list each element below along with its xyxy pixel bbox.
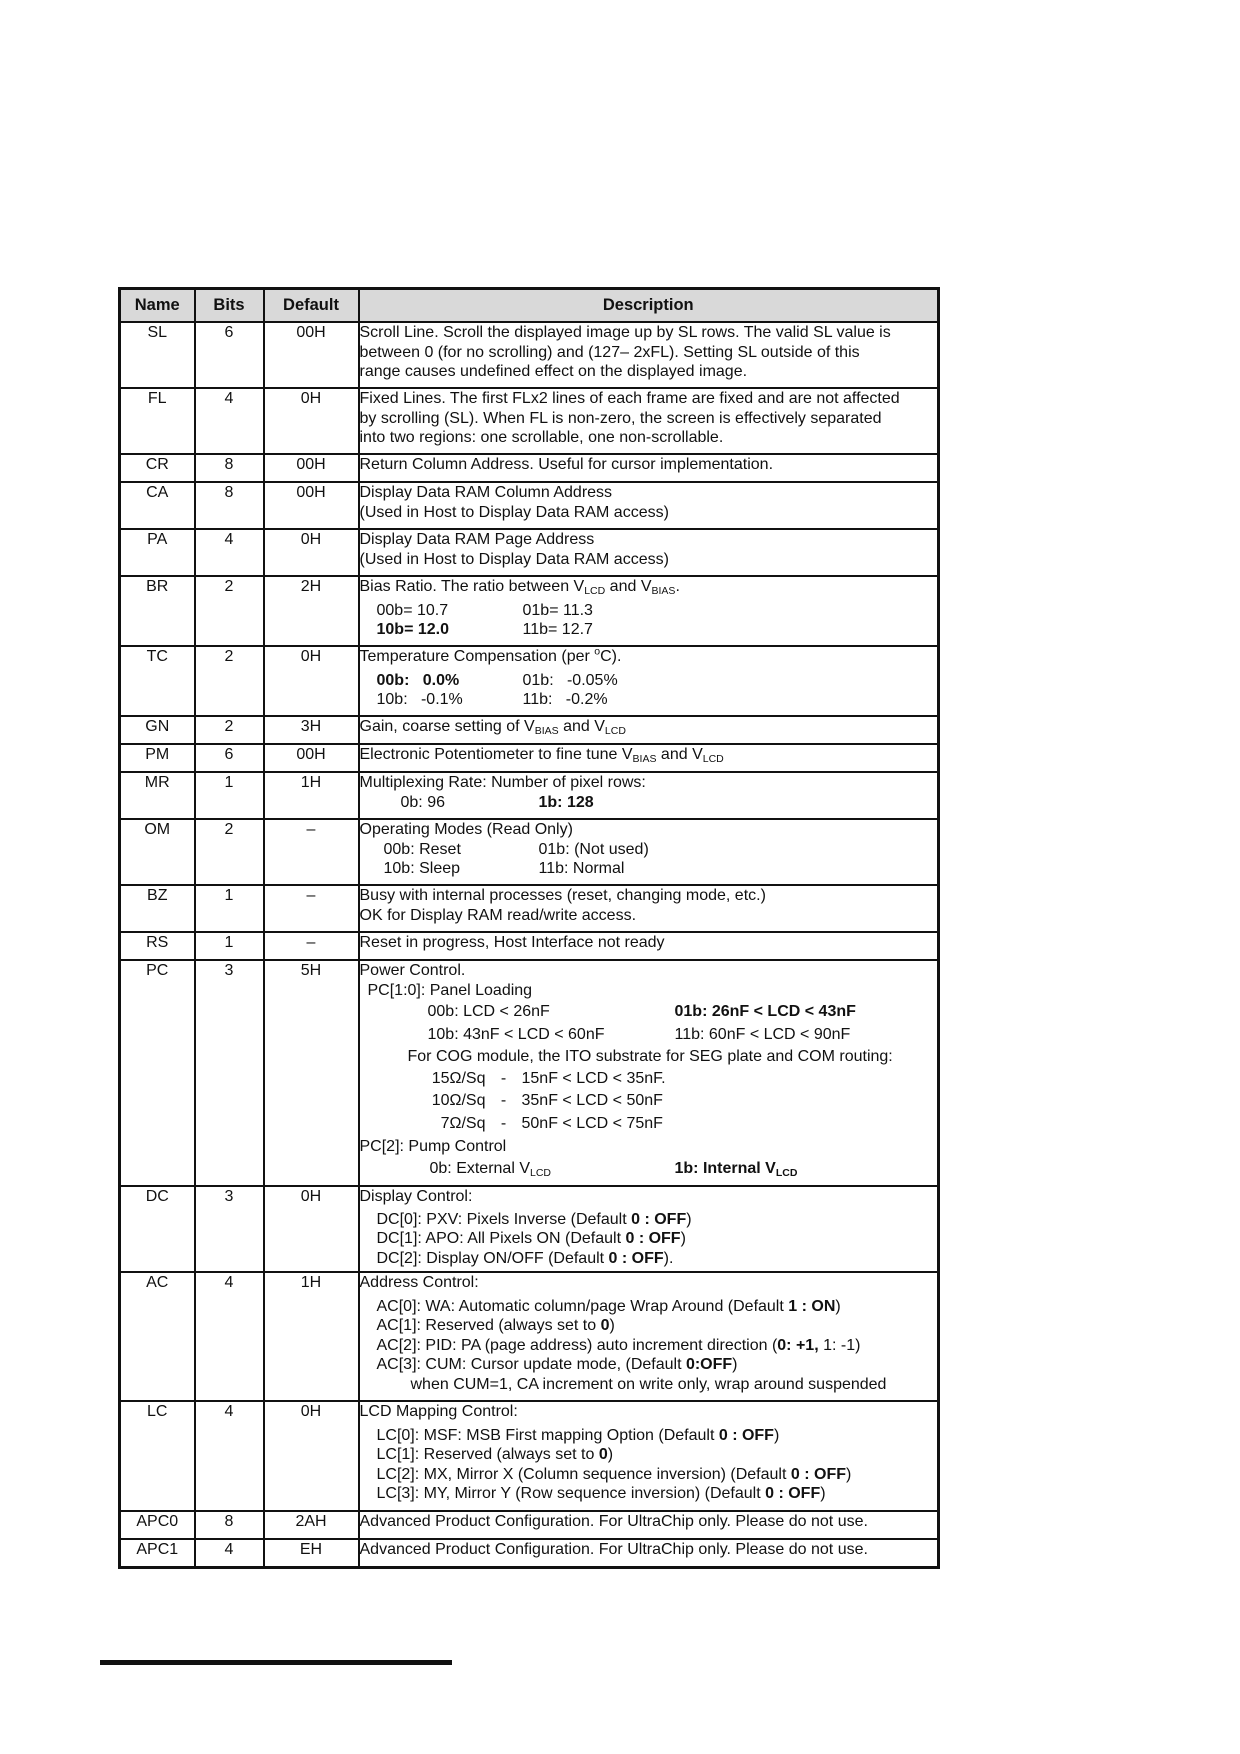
default-value: 0 : OFF [718, 1426, 774, 1444]
text: Electronic Potentiometer to fine tune V [359, 746, 633, 763]
text: ) [686, 1210, 692, 1228]
register-default: 0H [264, 646, 359, 716]
register-default: 00H [264, 454, 359, 482]
register-default: EH [264, 1539, 359, 1567]
option: 10b: -0.1% [376, 691, 463, 708]
option: 01b= 11.3 [522, 601, 593, 619]
register-description [359, 1511, 939, 1539]
register-bits: 1 [195, 932, 264, 960]
register-bits: 1 [195, 772, 264, 819]
register-table [118, 287, 940, 1569]
option-row [360, 690, 938, 710]
option-row [360, 1025, 938, 1045]
description-line [360, 1426, 938, 1446]
register-bits: 6 [195, 322, 264, 388]
table-row [120, 388, 939, 454]
description-line: Display Control: [359, 1188, 473, 1205]
table-row [120, 1401, 939, 1511]
description-line: PC[2]: Pump Control [359, 1138, 507, 1155]
description-line [360, 1336, 938, 1356]
text: LC[3]: MY, Mirror Y (Row sequence inversion) (Default [376, 1485, 766, 1502]
ito-dash: - [500, 1069, 507, 1087]
table-row [120, 576, 939, 646]
text: DC[0]: PXV: Pixels Inverse (Default [376, 1210, 632, 1228]
register-description [359, 388, 939, 454]
table-row [120, 482, 939, 529]
register-description [359, 646, 939, 716]
option-row [360, 1002, 938, 1022]
option-row [360, 840, 938, 860]
option-default: 00b: 0.0% [376, 671, 460, 689]
text: AC[2]: PID: PA (page address) auto increment direction ( [376, 1336, 778, 1354]
table-row [120, 1511, 939, 1539]
option: 00b: LCD < 26nF [427, 1003, 550, 1020]
text: Bias Ratio. The ratio between V [359, 578, 585, 595]
register-default: 1H [264, 1272, 359, 1401]
description-line: into two regions: one scrollable, one non-scrollable. [359, 429, 724, 446]
ito-range: 15nF < LCD < 35nF. [521, 1069, 666, 1087]
option: 11b: -0.2% [522, 691, 608, 708]
register-default: 00H [264, 322, 359, 388]
ito-resistance: 15Ω/Sq [431, 1069, 486, 1087]
description-line: Multiplexing Rate: Number of pixel rows: [359, 774, 646, 791]
description-line: (Used in Host to Display Data RAM access) [359, 550, 669, 568]
register-bits: 2 [195, 646, 264, 716]
description-line: Advanced Product Configuration. For UltraChip only. Please do not use. [359, 1513, 868, 1530]
register-default: 0H [264, 529, 359, 576]
table-row [120, 1539, 939, 1567]
register-description [359, 576, 939, 646]
register-description [359, 932, 939, 960]
description-line [360, 1484, 938, 1504]
text: ) [835, 1297, 841, 1315]
option-row [360, 793, 938, 813]
subscript: BIAS [632, 753, 657, 765]
register-bits: 6 [195, 744, 264, 772]
text: ) [820, 1485, 826, 1502]
subscript: LCD [702, 753, 724, 765]
table-row [120, 646, 939, 716]
option: 00b= 10.7 [376, 601, 449, 619]
register-default: 0H [264, 1401, 359, 1511]
default-value: 0 : OFF [631, 1210, 687, 1228]
text: ) [680, 1230, 686, 1247]
description-line: PC[1:0]: Panel Loading [367, 981, 533, 999]
text: AC[0]: WA: Automatic column/page Wrap Around (Default [376, 1297, 789, 1315]
register-default: 00H [264, 744, 359, 772]
description-line [360, 745, 938, 765]
option-default: 1b: 128 [538, 793, 594, 811]
register-bits: 2 [195, 819, 264, 885]
text: ) [845, 1465, 852, 1483]
register-bits: 8 [195, 482, 264, 529]
description-line [360, 1210, 938, 1230]
option: 11b: Normal [538, 860, 625, 877]
default-value: 0 [598, 1446, 608, 1463]
register-name: APC0 [120, 1511, 195, 1539]
description-line [360, 577, 938, 597]
register-description [359, 1401, 939, 1511]
description-line: Advanced Product Configuration. For UltraChip only. Please do not use. [359, 1541, 868, 1558]
register-description [359, 772, 939, 819]
text: ) [773, 1426, 780, 1444]
option-row [360, 671, 938, 691]
text: AC[1]: Reserved (always set to [376, 1317, 601, 1334]
register-default: 1H [264, 772, 359, 819]
option: 0b: 96 [400, 793, 445, 811]
description-line: when CUM=1, CA increment on write only, wrap around suspended [410, 1375, 887, 1393]
register-name: RS [120, 932, 195, 960]
subscript: LCD [604, 725, 626, 737]
description-line [360, 1316, 938, 1336]
option-row [360, 859, 938, 879]
register-default: 0H [264, 1186, 359, 1272]
option: 11b: 60nF < LCD < 90nF [674, 1025, 851, 1043]
register-name: MR [120, 772, 195, 819]
register-default: – [264, 932, 359, 960]
description-line: Display Data RAM Column Address [359, 484, 613, 501]
default-value: 0 : OFF [625, 1230, 681, 1247]
register-name: PA [120, 529, 195, 576]
default-value: 1 : ON [788, 1297, 836, 1315]
description-line: by scrolling (SL). When FL is non-zero, the screen is effectively separated [359, 409, 882, 427]
table-row [120, 1272, 939, 1401]
register-bits: 8 [195, 454, 264, 482]
register-default: 2AH [264, 1511, 359, 1539]
register-bits: 1 [195, 885, 264, 932]
register-name: CA [120, 482, 195, 529]
text: C). [600, 648, 622, 665]
register-bits: 4 [195, 1272, 264, 1401]
superscript: o [594, 645, 601, 658]
table-row [120, 960, 939, 1186]
ito-dash: - [500, 1092, 507, 1109]
ito-range: 50nF < LCD < 75nF [521, 1114, 663, 1132]
description-line [360, 1355, 938, 1375]
register-default: – [264, 885, 359, 932]
option: 11b= 12.7 [522, 621, 593, 638]
default-value: 0: +1, [777, 1336, 819, 1354]
register-description [359, 744, 939, 772]
option-default: 10b= 12.0 [376, 621, 449, 638]
ito-resistance: 10Ω/Sq [431, 1092, 486, 1109]
header-name: Name [120, 289, 195, 323]
ito-row [360, 1069, 938, 1089]
default-value: 0:OFF [685, 1356, 733, 1373]
register-bits: 3 [195, 1186, 264, 1272]
register-description [359, 819, 939, 885]
text: AC[3]: CUM: Cursor update mode, (Default [376, 1356, 686, 1373]
description-line [360, 1465, 938, 1485]
register-name: TC [120, 646, 195, 716]
subscript: LCD [584, 585, 606, 597]
table-row [120, 454, 939, 482]
table-row [120, 932, 939, 960]
text: 1: -1) [818, 1336, 861, 1354]
option-row [360, 1159, 938, 1179]
text: DC[2]: Display ON/OFF (Default [376, 1249, 609, 1267]
subscript: BIAS [534, 725, 559, 737]
table-header-row [120, 289, 939, 323]
text: . [675, 578, 680, 595]
text: 0b: External V [429, 1159, 530, 1177]
description-line: Display Data RAM Page Address [359, 531, 595, 548]
description-line: Scroll Line. Scroll the displayed image up by SL rows. The valid SL value is [359, 324, 891, 341]
register-description [359, 1539, 939, 1567]
description-line: Busy with internal processes (reset, changing mode, etc.) [359, 887, 766, 904]
description-line [360, 1445, 938, 1465]
register-name: DC [120, 1186, 195, 1272]
table-row [120, 772, 939, 819]
option-row [360, 601, 938, 621]
table-row [120, 322, 939, 388]
description-line [360, 1229, 938, 1249]
register-description [359, 885, 939, 932]
text: and V [656, 746, 703, 763]
description-line: Return Column Address. Useful for cursor implementation. [359, 456, 774, 473]
option-row [360, 620, 938, 640]
text: Gain, coarse setting of V [359, 718, 535, 735]
ito-resistance: 7Ω/Sq [440, 1114, 486, 1132]
default-value: 0 : OFF [765, 1485, 821, 1502]
description-line: Power Control. [359, 962, 466, 979]
register-description [359, 454, 939, 482]
register-description [359, 960, 939, 1186]
header-default: Default [264, 289, 359, 323]
register-bits: 2 [195, 576, 264, 646]
description-line: Fixed Lines. The first FLx2 lines of each frame are fixed and are not affected [359, 390, 900, 407]
register-name: BR [120, 576, 195, 646]
register-description [359, 482, 939, 529]
register-default: 3H [264, 716, 359, 744]
header-bits: Bits [195, 289, 264, 323]
option: 01b: -0.05% [522, 671, 618, 689]
register-default: 0H [264, 388, 359, 454]
text: LC[0]: MSF: MSB First mapping Option (Default [376, 1426, 719, 1444]
register-name: SL [120, 322, 195, 388]
table-row [120, 716, 939, 744]
description-line: For COG module, the ITO substrate for SEG plate and COM routing: [407, 1048, 893, 1065]
register-name: OM [120, 819, 195, 885]
description-line: range causes undefined effect on the displayed image. [359, 363, 748, 380]
register-bits: 4 [195, 388, 264, 454]
ito-dash: - [500, 1114, 507, 1132]
text: ). [663, 1249, 674, 1267]
table-row [120, 885, 939, 932]
text: 1b: Internal V [674, 1159, 776, 1177]
subscript: LCD [775, 1166, 798, 1179]
text: LC[1]: Reserved (always set to [376, 1446, 599, 1463]
text: ) [609, 1317, 615, 1334]
text: and V [558, 718, 605, 735]
option: 01b: (Not used) [538, 840, 649, 858]
option-default [675, 1159, 798, 1179]
subscript: BIAS [651, 585, 676, 597]
text: and V [605, 578, 652, 595]
default-value: 0 : OFF [790, 1465, 846, 1483]
register-bits: 8 [195, 1511, 264, 1539]
table-row [120, 744, 939, 772]
option: 00b: Reset [383, 840, 461, 858]
register-default: 5H [264, 960, 359, 1186]
default-value: 0 : OFF [608, 1249, 664, 1267]
register-bits: 4 [195, 1539, 264, 1567]
option-default: 01b: 26nF < LCD < 43nF [674, 1003, 856, 1020]
register-bits: 4 [195, 529, 264, 576]
register-name: APC1 [120, 1539, 195, 1567]
register-name: PM [120, 744, 195, 772]
register-name: AC [120, 1272, 195, 1401]
register-default: 00H [264, 482, 359, 529]
table-row [120, 1186, 939, 1272]
footnote-divider [100, 1660, 452, 1665]
text: Temperature Compensation (per [359, 648, 595, 665]
register-default: – [264, 819, 359, 885]
register-default: 2H [264, 576, 359, 646]
register-name: CR [120, 454, 195, 482]
register-description [359, 1272, 939, 1401]
register-bits: 3 [195, 960, 264, 1186]
description-line: Operating Modes (Read Only) [359, 821, 573, 838]
register-description [359, 322, 939, 388]
register-name: BZ [120, 885, 195, 932]
description-line [360, 1297, 938, 1317]
subscript: LCD [530, 1166, 552, 1179]
ito-row [360, 1114, 938, 1134]
option [430, 1159, 675, 1179]
description-line: Address Control: [359, 1274, 479, 1291]
register-description [359, 716, 939, 744]
register-description [359, 1186, 939, 1272]
register-description [359, 529, 939, 576]
text: ) [732, 1356, 738, 1373]
table-row [120, 529, 939, 576]
register-name: LC [120, 1401, 195, 1511]
text: ) [607, 1446, 614, 1463]
description-line: between 0 (for no scrolling) and (127– 2xFL). Setting SL outside of this [359, 343, 860, 361]
description-line: (Used in Host to Display Data RAM access) [359, 503, 669, 521]
description-line [360, 717, 938, 737]
description-line [360, 647, 938, 667]
description-line: Reset in progress, Host Interface not ready [359, 934, 665, 951]
ito-range: 35nF < LCD < 50nF [521, 1092, 663, 1109]
ito-row [360, 1091, 938, 1111]
register-bits: 2 [195, 716, 264, 744]
option: 10b: 43nF < LCD < 60nF [427, 1025, 605, 1043]
register-bits: 4 [195, 1401, 264, 1511]
register-name: FL [120, 388, 195, 454]
description-line: OK for Display RAM read/write access. [359, 906, 637, 924]
text: LC[2]: MX, Mirror X (Column sequence inversion) (Default [376, 1465, 791, 1483]
table-row [120, 819, 939, 885]
default-value: 0 [600, 1317, 610, 1334]
header-description: Description [359, 289, 939, 323]
text: DC[1]: APO: All Pixels ON (Default [376, 1230, 626, 1247]
option: 10b: Sleep [383, 860, 461, 877]
register-name: PC [120, 960, 195, 1186]
register-name: GN [120, 716, 195, 744]
description-line: LCD Mapping Control: [359, 1403, 518, 1420]
description-line [360, 1249, 938, 1269]
